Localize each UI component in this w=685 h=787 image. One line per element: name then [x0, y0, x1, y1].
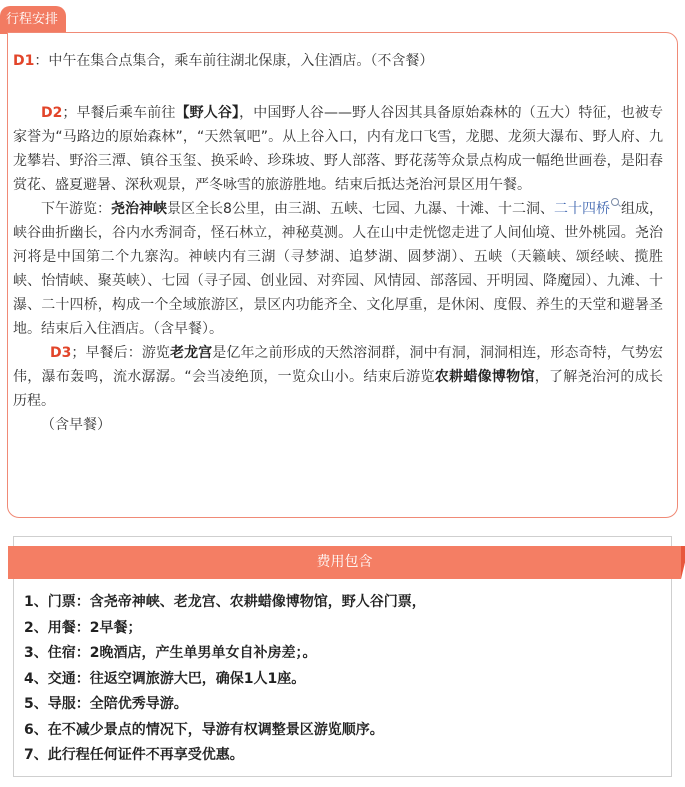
- itinerary-tab-label: 行程安排: [6, 12, 59, 27]
- bridge-link[interactable]: 二十四桥: [554, 201, 611, 217]
- afternoon-paragraph: [13, 197, 663, 341]
- day-3-paragraph: [13, 341, 663, 413]
- day-3-meal-text: （含早餐）: [41, 417, 111, 433]
- afternoon-text-a: 景区全长8公里，由三湖、五峡、七园、九瀑、十滩、十二洞、: [167, 201, 554, 217]
- day-2-intro: ；早餐后乘车前往: [62, 105, 176, 121]
- fee-item: 2、用餐：2早餐；: [24, 619, 142, 636]
- fee-item: 6、在不减少景点的情况下，导游有权调整景区游览顺序。: [24, 721, 384, 738]
- paragraph-gap: [13, 73, 663, 94]
- day-2-label: D2: [41, 105, 63, 121]
- fee-item: 4、交通：往返空调旅游大巴，确保1人1座。: [24, 670, 306, 687]
- day-3-text-b: ，了解尧治河的成长历程。: [13, 369, 663, 409]
- fee-item: 5、导服：全陪优秀导游。: [24, 696, 188, 712]
- day-2-text: ，中国野人谷——野人谷因其具备原始森林的（五大）特征，也被专家誉为“马路边的原始森林”，“天然氧吧”。从上谷入口，内有龙口飞雪，龙腮、龙须大瀑布、野人府、九龙攀岩、野浴三潭、镇谷玉玺、换采岭、珍珠坡、野人部落、野花荡等众景点构成一幅绝世画卷，是阳春赏花、盛夏避暑、深秋观景，严冬咏雪的旅游胜地。结束后抵达尧治河景区用午餐。: [13, 105, 664, 193]
- day-1-label: D1: [13, 53, 35, 69]
- day-3-text-a: 是亿年之前形成的天然溶洞群，洞中有洞，洞洞相连，形态奇特，气势宏伟，瀑布轰鸣，流水潺潺。“会当凌绝顶，一览众山小。结束后游览: [13, 345, 664, 385]
- day-1-text: ：中午在集合点集合，乘车前往湖北保康，入住酒店。（不含餐）: [34, 53, 434, 69]
- fee-item: 3、住宿：2晚酒店，产生单男单女自补房差；。: [24, 645, 317, 661]
- afternoon-highlight: 尧治神峡: [111, 201, 168, 217]
- day-1-paragraph: [13, 49, 663, 73]
- fee-item: 7、此行程任何证件不再享受优惠。: [24, 747, 244, 763]
- day-3-highlight-2: 农耕蜡像博物馆: [434, 369, 535, 385]
- day-2-paragraph: [13, 101, 663, 197]
- itinerary-tab: [0, 6, 66, 34]
- fee-title: 费用包含: [316, 554, 373, 570]
- fee-item: 1、门票：含尧帝神峡、老龙宫、农耕蜡像博物馆，野人谷门票，: [24, 594, 426, 610]
- day-3-intro: ；早餐后：游览: [71, 345, 170, 361]
- afternoon-prefix: 下午游览：: [41, 201, 112, 217]
- search-icon[interactable]: [611, 198, 619, 206]
- day-2-highlight: 【野人谷】: [175, 105, 240, 121]
- fee-header: [8, 546, 681, 579]
- day-3-meal: [13, 413, 663, 437]
- afternoon-text-b: 组成，峡谷曲折幽长，谷内水秀洞奇，怪石林立，神秘莫测。人在山中走恍惚走进了人间仙境、世外桃园。尧治河将是中国第二个九寨沟。神峡内有三湖（寻梦湖、追梦湖、圆梦湖）、五峡（天籁峡、颂经峡、揽胜峡、怡情峡、聚英峡）、七园（寻子园、创业园、对弈园、风情园、部落园、开明园、降魔园）、九滩、十瀑、二十四桥，构成一个全域旅游区，景区内功能齐全、文化厚重，是休闲、度假、养生的天堂和避暑圣地。结束后入住酒店。（含早餐）。: [13, 201, 664, 337]
- itinerary-body: [13, 49, 663, 437]
- day-3-label: D3: [50, 345, 72, 361]
- fee-list: [24, 590, 654, 769]
- day-3-highlight-1: 老龙宫: [170, 345, 213, 361]
